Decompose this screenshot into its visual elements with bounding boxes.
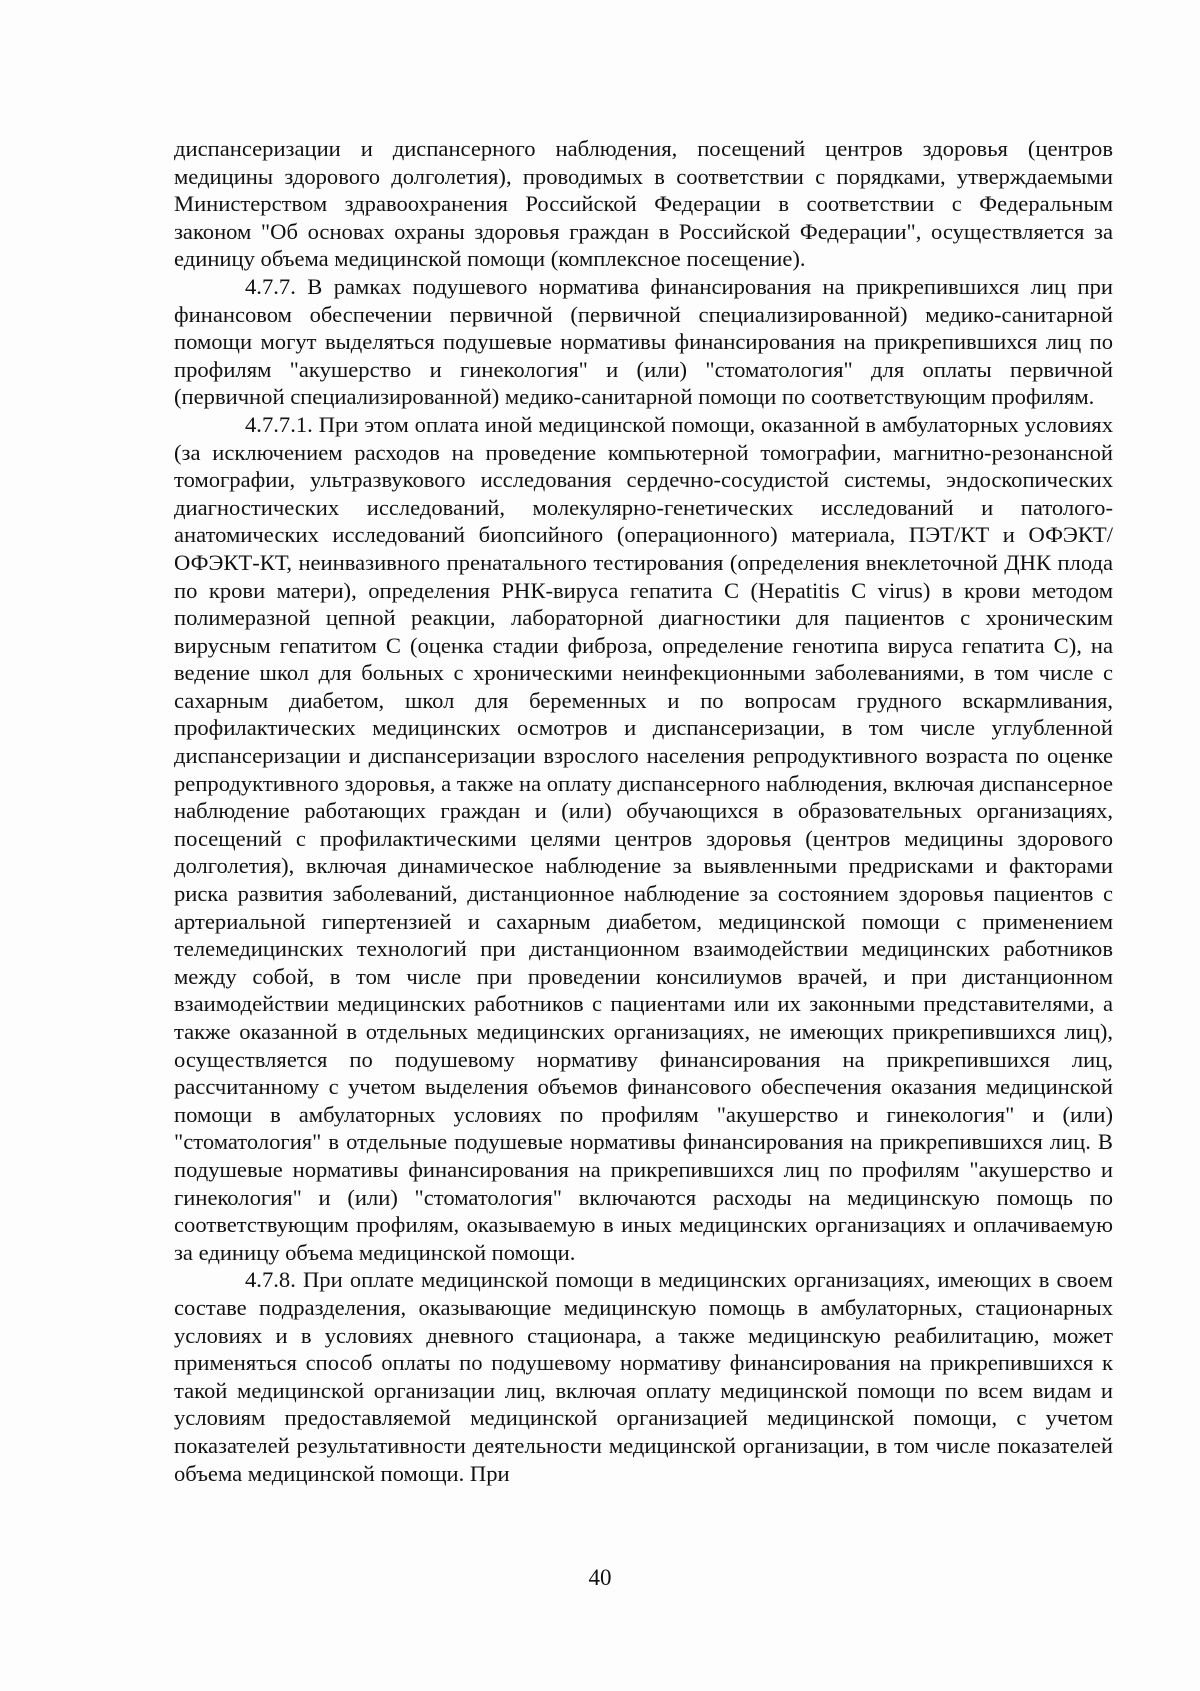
paragraph-4-7-7: 4.7.7. В рамках подушевого норматива финансирования на прикрепившихся лиц при финансовом обеспечении первичной (первичной специализированной) медико-санитарной помощи могут выделяться подушевые нормативы финансирования на прикрепившихся лиц по профилям "акушерство и гинекология" и (или) "стоматология" для оплаты первичной (первичной специализированной) медико-санитарной помощи по соответствующим профилям. <box>174 273 1113 410</box>
document-body <box>174 135 1113 1487</box>
page-number: 40 <box>588 1565 612 1590</box>
paragraph-continuation: диспансеризации и диспансерного наблюдения, посещений центров здоровья (центров медицины здорового долголетия), проводимых в соответствии с порядками, утверждаемыми Министерством здравоохранения Российской Федерации в соответствии с Федеральным законом "Об основах охраны здоровья граждан в Российской Федерации", осуществляется за единицу объема медицинской помощи (комплексное посещение). <box>174 136 1113 272</box>
paragraph-4-7-7-1: 4.7.7.1. При этом оплата иной медицинской помощи, оказанной в амбулаторных условиях (за исключением расходов на проведение компьютерной томографии, магнитно-резонансной томографии, ультразвукового исследования сердечно-сосудистой системы, эндоскопических диагностических исследований, молекулярно-генетических исследований и патолого-анатомических исследований биопсийного (операционного) материала, ПЭТ/КТ и ОФЭКТ/ОФЭКТ-КТ, неинвазивного пренатального тестирования (определения внеклеточной ДНК плода по крови матери), определения РНК-вируса гепатита С (Hepatitis C virus) в крови методом полимеразной цепной реакции, лабораторной диагностики для пациентов с хроническим вирусным гепатитом С (оценка стадии фиброза, определение генотипа вируса гепатита С), на ведение школ для больных с хроническими неинфекционными заболеваниями, в том числе с сахарным диабетом, школ для беременных и по вопросам грудного вскармливания, профилактических медицинских осмотров и диспансеризации, в том числе углубленной диспансеризации и диспансеризации взрослого населения репродуктивного возраста по оценке репродуктивного здоровья, а также на оплату диспансерного наблюдения, включая диспансерное наблюдение работающих граждан и (или) обучающихся в образовательных организациях, посещений с профилактическими целями центров здоровья (центров медицины здорового долголетия), включая динамическое наблюдение за выявленными предрисками и факторами риска развития заболеваний, дистанционное наблюдение за состоянием здоровья пациентов с артериальной гипертензией и сахарным диабетом, медицинской помощи с применением телемедицинских технологий при дистанционном взаимодействии медицинских работников между собой, в том числе при проведении консилиумов врачей, и при дистанционном взаимодействии медицинских работников с пациентами или их законными представителями, а также оказанной в отдельных медицинских организациях, не имеющих прикрепившихся лиц), осуществляется по подушевому нормативу финансирования на прикрепившихся лиц, рассчитанному с учетом выделения объемов финансового обеспечения оказания медицинской помощи в амбулаторных условиях по профилям "акушерство и гинекология" и (или) "стоматология" в отдельные подушевые нормативы финансирования на прикрепившихся лиц. В подушевые нормативы финансирования на прикрепившихся лиц по профилям "акушерство и гинекология" и (или) "стоматология" включаются расходы на медицинскую помощь по соответствующим профилям, оказываемую в иных медицинских организациях и оплачиваемую за единицу объема медицинской помощи. <box>174 411 1113 1265</box>
paragraph-4-7-8: 4.7.8. При оплате медицинской помощи в медицинских организациях, имеющих в своем составе подразделения, оказывающие медицинскую помощь в амбулаторных, стационарных условиях и в условиях дневного стационара, а также медицинскую реабилитацию, может применяться способ оплаты по подушевому нормативу финансирования на прикрепившихся к такой медицинской организации лиц, включая оплату медицинской помощи по всем видам и условиям предоставляемой медицинской организацией медицинской помощи, с учетом показателей результативности деятельности медицинской организации, в том числе показателей объема медицинской помощи. При <box>174 1267 1113 1486</box>
